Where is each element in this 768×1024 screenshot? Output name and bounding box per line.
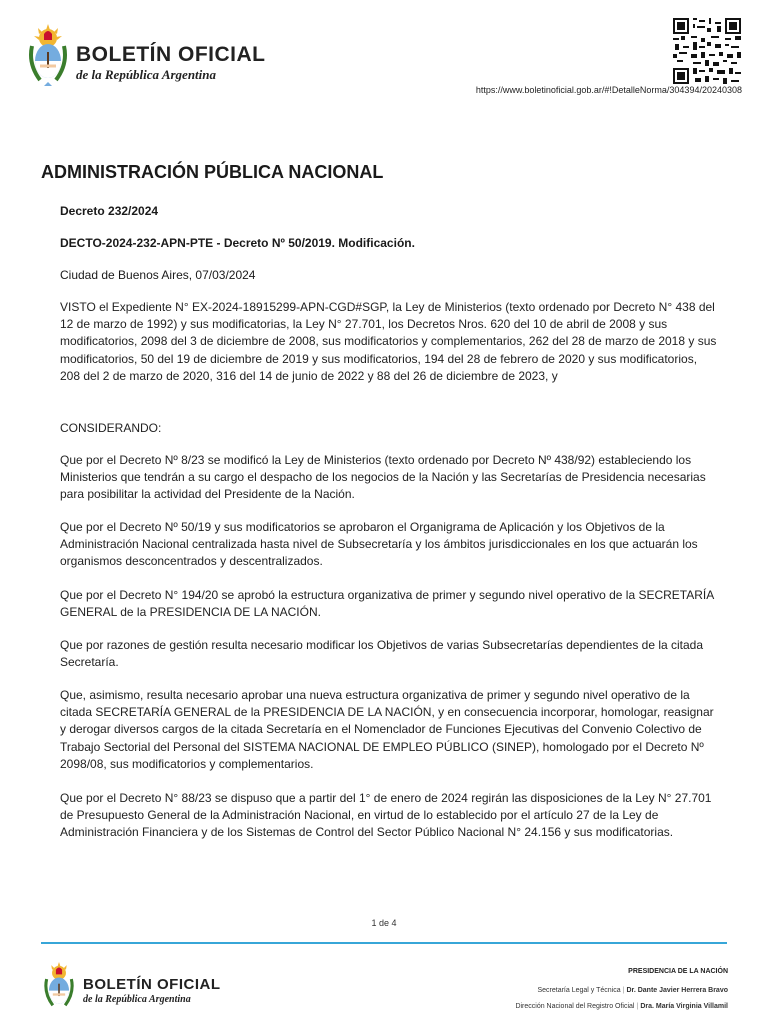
paragraph: Que por razones de gestión resulta necesario modificar los Objetivos de varias Subsecretarías dependientes de la citada Secretaría. bbox=[60, 638, 704, 670]
brand-block bbox=[76, 44, 266, 84]
section-title: ADMINISTRACIÓN PÚBLICA NACIONAL bbox=[41, 162, 384, 182]
footer-brand-title: BOLETÍN OFICIAL bbox=[83, 976, 221, 993]
paragraph-visto: VISTO el Expediente N° EX-2024-18915299-APN-CGD#SGP, la Ley de Ministerios (texto ordenado por Decreto N° 438 del 12 de marzo de 1992) y sus modificatorias, la Ley N° 27.701, los Decretos Nros. 620 del 10 de abril de 2008 y sus modificatorios, 2098 del 3 de diciembre de 2008, sus modificatorios y complementarios, 262 del 28 de marzo de 2018 y sus modificatorios, 50 del 19 de diciembre de 2019 y sus modificatorios, 194 del 28 de febrero de 2020 y sus modificatorios, 208 del 2 de marzo de 2020, 316 del 14 de junio de 2022 y 88 del 26 de diciembre de 2023, y bbox=[60, 300, 717, 383]
credit-label: Secretaría Legal y Técnica bbox=[537, 987, 621, 994]
footer-brand-subtitle: de la República Argentina bbox=[83, 994, 191, 1005]
footer-brand-block bbox=[83, 977, 221, 1007]
paragraph-considerando: CONSIDERANDO: bbox=[60, 421, 162, 435]
separator: | bbox=[622, 987, 625, 994]
decree-subtitle: DECTO-2024-232-APN-PTE - Decreto Nº 50/2019. Modificación. bbox=[60, 236, 415, 250]
decree-number: Decreto 232/2024 bbox=[60, 204, 159, 218]
separator: | bbox=[636, 1003, 639, 1010]
paragraph: Que por el Decreto N° 88/23 se dispuso que a partir del 1° de enero de 2024 regirán las disposiciones de la Ley N° 27.701 de Presupuesto General de la Administración Nacional, en virtud de lo establecido por el artículo 27 de la Ley de Administración Financiera y de los Sistemas de Control del Sector Público Nacional N° 24.156 y sus modificatorias. bbox=[60, 791, 712, 840]
brand-title: BOLETÍN OFICIAL bbox=[76, 43, 266, 66]
brand-subtitle: de la República Argentina bbox=[76, 67, 216, 82]
credit-name: Dra. María Virginia Villamil bbox=[640, 1003, 728, 1010]
credit-label: Dirección Nacional del Registro Oficial bbox=[515, 1003, 635, 1010]
footer-credits bbox=[515, 966, 728, 1017]
credit-line-registry bbox=[515, 1001, 728, 1012]
page-header bbox=[0, 0, 768, 110]
credit-line-legal bbox=[515, 985, 728, 996]
city-date: Ciudad de Buenos Aires, 07/03/2024 bbox=[60, 268, 256, 282]
paragraph: Que por el Decreto Nº 50/19 y sus modificatorios se aprobaron el Organigrama de Aplicación y los Objetivos de la Administración Nacional centralizada hasta nivel de Subsecretaría y los ámbitos jurisdiccionales en los que actuarán los organismos desconcentrados y descentralizados. bbox=[60, 520, 698, 569]
presidency-label: PRESIDENCIA DE LA NACIÓN bbox=[628, 968, 728, 975]
page-number: 1 de 4 bbox=[371, 918, 397, 928]
argentina-coat-of-arms-icon bbox=[26, 24, 70, 86]
argentina-coat-of-arms-icon bbox=[42, 962, 76, 1010]
paragraph: Que, asimismo, resulta necesario aprobar una nueva estructura organizativa de primer y segundo nivel operativo de la citada SECRETARÍA GENERAL de la PRESIDENCIA DE LA NACIÓN, y en consecuencia incorporar, homologar, reasignar y derogar diversos cargos de la citada Secretaría en el Nomenclador de Funciones Ejecutivas del Convenio Colectivo de Trabajo Sectorial del Personal del SISTEMA NACIONAL DE EMPLEO PÚBLICO (SINEP), homologado por el Decreto Nº 2098/08, sus modificatorios y complementarios. bbox=[60, 688, 714, 771]
paragraph: Que por el Decreto N° 194/20 se aprobó la estructura organizativa de primer y segundo nivel operativo de la SECRETARÍA GENERAL de la PRESIDENCIA DE LA NACIÓN. bbox=[60, 588, 714, 620]
credit-name: Dr. Dante Javier Herrera Bravo bbox=[626, 987, 728, 994]
document-url[interactable]: https://www.boletinoficial.gob.ar/#!DetalleNorma/304394/20240308 bbox=[475, 85, 742, 95]
footer-divider bbox=[41, 942, 727, 944]
paragraph: Que por el Decreto Nº 8/23 se modificó la Ley de Ministerios (texto ordenado por Decreto Nº 438/92) estableciendo los Ministerios que tendrán a su cargo el despacho de los negocios de la Nación y las Secretarías de Presidencia necesarias para posibilitar la actividad del Presidente de la Nación. bbox=[60, 453, 706, 502]
qr-code-icon bbox=[673, 18, 741, 84]
